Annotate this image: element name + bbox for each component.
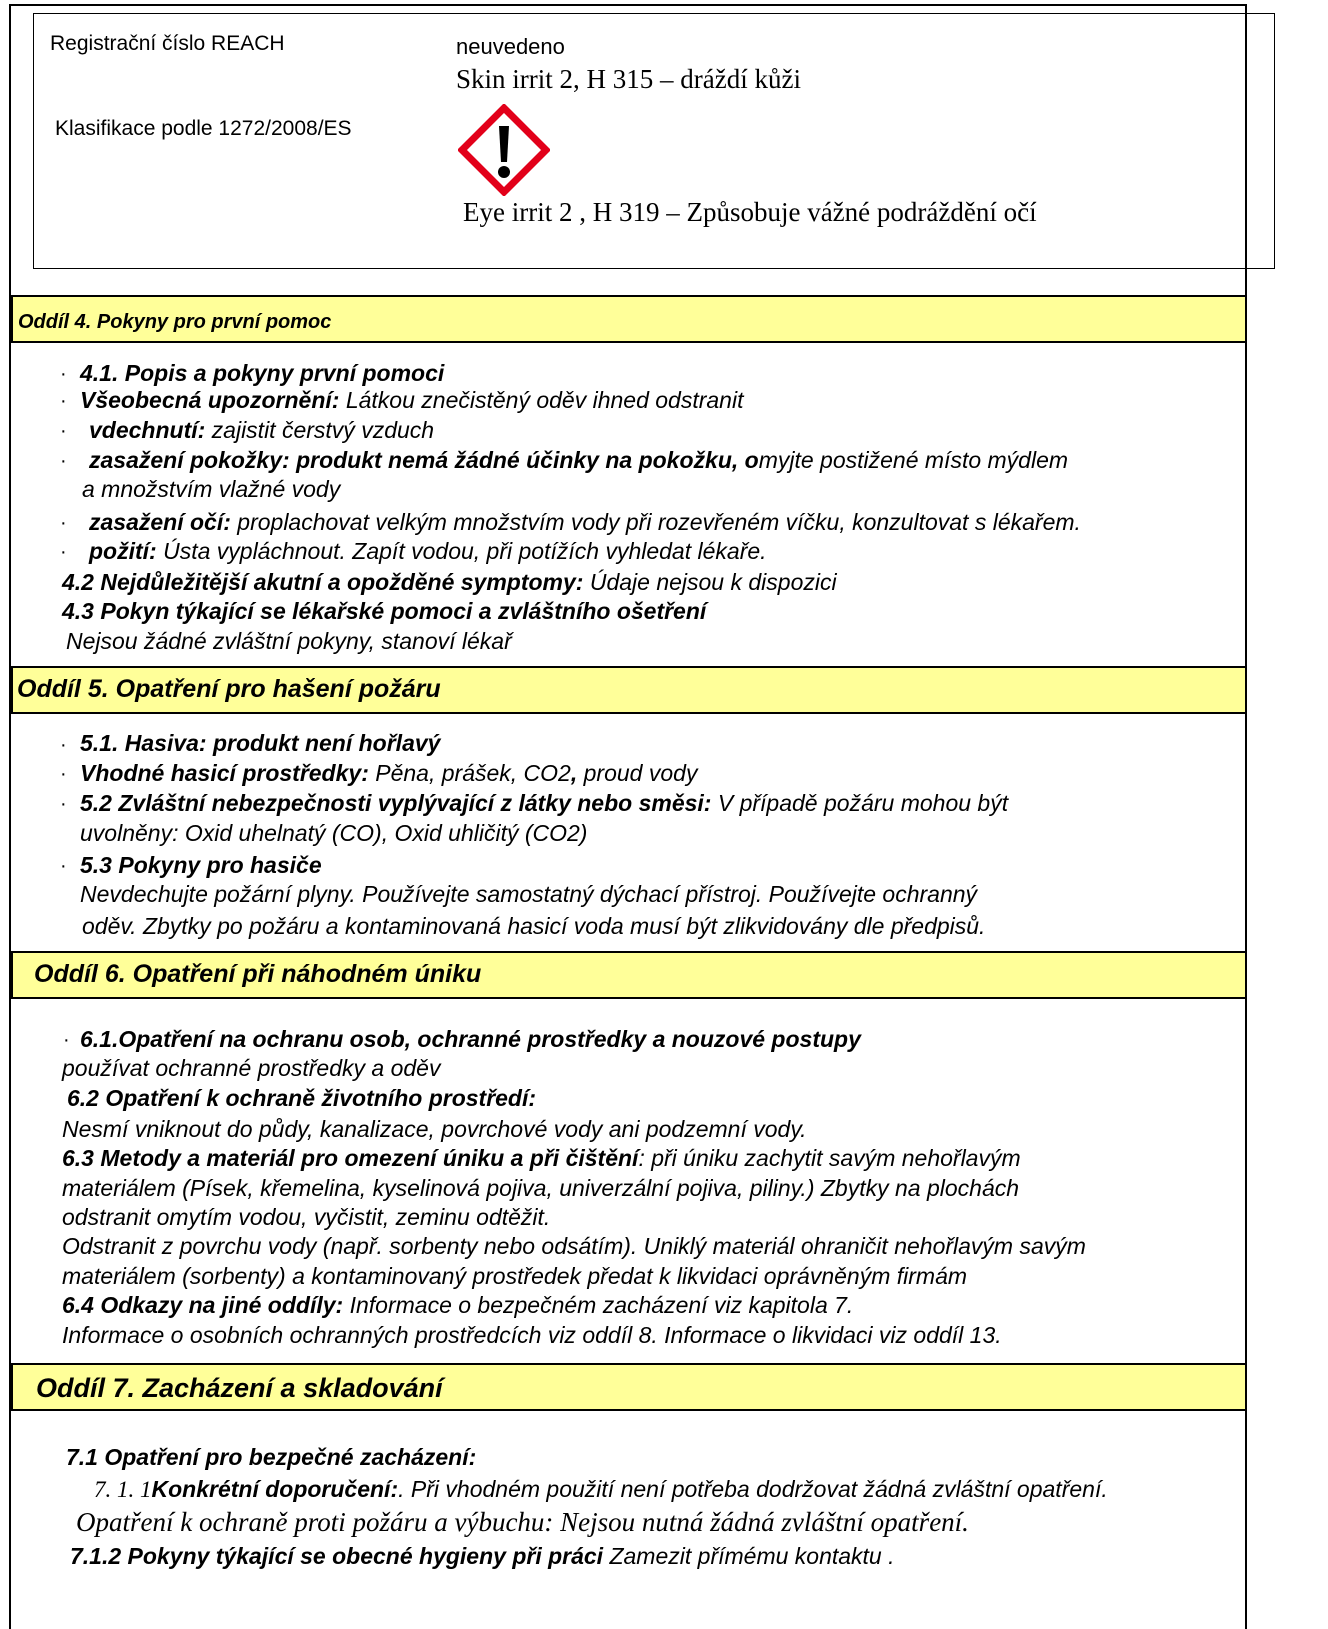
- bullet: ·: [60, 793, 67, 815]
- s4-line-6-bold: požití:: [89, 538, 157, 564]
- s6-line-10-bold: 6.4 Odkazy na jiné oddíly:: [62, 1292, 344, 1318]
- s5-line-3: [80, 792, 1008, 815]
- s4-line-2-bold: Všeobecná upozornění:: [80, 387, 340, 413]
- s4-line-5-text: proplachovat velkým množstvím vody při rozevřeném víčku, konzultovat s lékařem.: [230, 509, 1081, 535]
- s4-line-7: [62, 571, 837, 594]
- reach-label: Registrační číslo REACH: [50, 32, 285, 55]
- s7-line-2-bold: Konkrétní doporučení:: [151, 1476, 399, 1502]
- bullet: ·: [60, 390, 67, 412]
- s4-line-2-text: Látkou znečistěný oděv ihned odstranit: [339, 387, 744, 413]
- section-4-title-text: Oddíl 4. Pokyny pro první pomoc: [18, 311, 332, 333]
- s4-line-1: 4.1. Popis a pokyny první pomoci: [80, 360, 445, 386]
- s6-line-9: materiálem (sorbenty) a kontaminovaný prostředek předat k likvidaci oprávněným firmám: [62, 1263, 968, 1289]
- s6-line-5-text: : při úniku zachytit savým nehořlavým: [638, 1145, 1021, 1171]
- s4-line-6: [89, 540, 767, 563]
- header-box-right: [1274, 13, 1275, 269]
- s6-line-10: [62, 1294, 853, 1317]
- s6-line-4: Nesmí vniknout do půdy, kanalizace, povrchové vody ani podzemní vody.: [62, 1116, 807, 1142]
- section-5-title: Oddíl 5. Opatření pro hašení požáru: [17, 675, 441, 703]
- s5-line-2: [80, 762, 697, 785]
- s5-line-2-text: Pěna, prášek, CO2: [368, 760, 571, 786]
- bullet: ·: [60, 450, 67, 472]
- skin-hazard: Skin irrit 2, H 315 – dráždí kůži: [456, 64, 801, 94]
- s4-line-4-text: myjte postižené místo mýdlem: [758, 447, 1069, 473]
- section-6-title: Oddíl 6. Opatření při náhodném úniku: [34, 960, 482, 988]
- s6-line-7: odstranit omytím vodou, vyčistit, zeminu odtěžit.: [62, 1204, 551, 1230]
- s7-line-2: [94, 1478, 1108, 1501]
- s5-line-3-text: V případě požáru mohou být: [711, 790, 1009, 816]
- bullet: ·: [60, 855, 67, 877]
- s6-line-1: 6.1.Opatření na ochranu osob, ochranné prostředky a nouzové postupy: [80, 1026, 861, 1052]
- s4-line-2: [80, 389, 743, 412]
- s4-line-3: [89, 419, 434, 442]
- s5-line-3-cont: uvolněny: Oxid uhelnatý (CO), Oxid uhličitý (CO2): [80, 820, 588, 846]
- header-box-left: [33, 13, 34, 269]
- s7-line-2-num: 7. 1. 1: [94, 1477, 152, 1502]
- section-4-title: [18, 304, 331, 335]
- s5-line-6: oděv. Zbytky po požáru a kontaminovaná hasicí voda musí být zlikvidovány dle předpisů.: [82, 913, 986, 939]
- s4-line-4: [89, 449, 1068, 472]
- header-box-top: [33, 13, 1275, 14]
- s4-line-9: Nejsou žádné zvláštní pokyny, stanoví lékař: [66, 628, 512, 654]
- s7-line-4-bold: 7.1.2 Pokyny týkající se obecné hygieny při práci: [70, 1543, 604, 1569]
- page-border-top: [9, 4, 1247, 6]
- s4-line-4-bold: zasažení pokožky: produkt nemá žádné účinky na pokožku, o: [89, 447, 759, 473]
- s4-line-3-bold: vdechnutí:: [89, 417, 206, 443]
- s4-line-5: [89, 511, 1081, 534]
- s4-line-7-bold: 4.2 Nejdůležitější akutní a opožděné symptomy:: [62, 569, 584, 595]
- s7-line-4: [70, 1545, 895, 1568]
- s6-line-10-text: Informace o bezpečném zacházení viz kapitola 7.: [343, 1292, 854, 1318]
- eye-hazard: Eye irrit 2 , H 319 – Způsobuje vážné podráždění očí: [463, 197, 1037, 227]
- s5-line-1: 5.1. Hasiva: produkt není hořlavý: [80, 730, 441, 756]
- s6-line-8: Odstranit z povrchu vody (např. sorbenty nebo odsátím). Uniklý materiál ohraničit nehořlavým savým: [62, 1233, 1086, 1259]
- s7-line-2-text: . Při vhodném použití není potřeba dodržovat žádná zvláštní opatření.: [398, 1476, 1108, 1502]
- s4-line-4-cont: a množstvím vlažné vody: [82, 476, 341, 502]
- s5-line-4: 5.3 Pokyny pro hasiče: [80, 852, 322, 878]
- s7-line-4-text: Zamezit přímému kontaktu .: [603, 1543, 895, 1569]
- s7-line-3: Opatření k ochraně proti požáru a výbuchu: Nejsou nutná žádná zvláštní opatření.: [76, 1507, 969, 1537]
- s4-line-6-text: Ústa vypláchnout. Zapít vodou, při potížích vyhledat lékaře.: [156, 538, 767, 564]
- s7-line-1: 7.1 Opatření pro bezpečné zacházení:: [66, 1444, 477, 1470]
- s6-line-5-bold: 6.3 Metody a materiál pro omezení úniku a při čištění: [62, 1145, 639, 1171]
- s4-line-7-text: Údaje nejsou k dispozici: [583, 569, 837, 595]
- classification-label: Klasifikace podle 1272/2008/ES: [55, 117, 352, 140]
- reach-value: neuvedeno: [456, 34, 565, 59]
- bullet: ·: [60, 541, 67, 563]
- s6-line-6: materiálem (Písek, křemelina, kyselinová pojiva, univerzální pojiva, piliny.) Zbytky na plochách: [62, 1175, 1020, 1201]
- s6-line-3: 6.2 Opatření k ochraně životního prostředí:: [67, 1085, 537, 1111]
- s6-line-5: [62, 1147, 1021, 1170]
- s5-line-5: Nevdechujte požární plyny. Používejte samostatný dýchací přístroj. Používejte ochranný: [80, 881, 978, 907]
- s5-line-2-comma: ,: [570, 760, 578, 786]
- bullet: ·: [60, 734, 67, 756]
- s4-line-5-bold: zasažení očí:: [89, 509, 231, 535]
- bullet: ·: [63, 1029, 70, 1051]
- bullet: ·: [60, 420, 67, 442]
- exclamation-mark-icon: [458, 104, 550, 196]
- s4-line-8: 4.3 Pokyn týkající se lékařské pomoci a zvláštního ošetření: [62, 598, 707, 624]
- s5-line-2-tail: proud vody: [577, 760, 698, 786]
- s6-line-2: používat ochranné prostředky a oděv: [62, 1055, 441, 1081]
- s5-line-2-bold: Vhodné hasicí prostředky:: [80, 760, 369, 786]
- header-box-bottom: [33, 268, 1275, 269]
- s6-line-11: Informace o osobních ochranných prostředcích viz oddíl 8. Informace o likvidaci viz oddíl 13.: [62, 1322, 1002, 1348]
- s5-line-3-bold: 5.2 Zvláštní nebezpečnosti vyplývající z látky nebo směsi:: [80, 790, 712, 816]
- section-7-title: Oddíl 7. Zacházení a skladování: [36, 1373, 443, 1403]
- s4-line-3-text: zajistit čerstvý vzduch: [205, 417, 435, 443]
- bullet: ·: [60, 512, 67, 534]
- bullet: ·: [60, 763, 67, 785]
- bullet: ·: [60, 363, 67, 385]
